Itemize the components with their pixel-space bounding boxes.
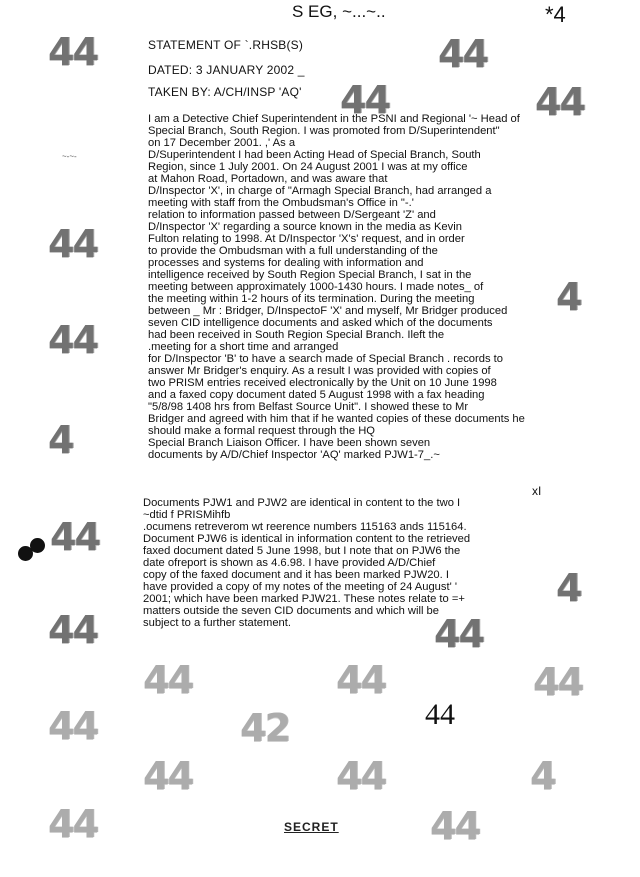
page-number-mark: *4 xyxy=(545,2,566,27)
margin-44-mark: 44 xyxy=(143,754,192,798)
margin-44-mark: 44 xyxy=(438,32,487,76)
body-line: intelligence received by South Region Special Branch, I sat in the xyxy=(148,269,472,281)
statement-body xyxy=(148,113,525,461)
body-line: .ocumens retreverom wt reerence numbers 115163 ands 115164. xyxy=(143,521,467,533)
body-line: Fulton relating to 1998. At D/Inspector 'X's' request, and in order xyxy=(148,233,465,245)
margin-44-mark: 44 xyxy=(533,660,582,704)
large-44-mark: 44 xyxy=(425,698,455,731)
body-line: answer Mr Bridger's enquiry. As a result I was provided with copies of xyxy=(148,365,491,377)
body-line: copy of the faxed document and it has been marked PJW20. I xyxy=(143,569,449,581)
margin-44-mark: 44 xyxy=(434,612,483,656)
body-line: I am a Detective Chief Superintendent in the PSNI and Regional '~ Head of xyxy=(148,113,520,125)
margin-4-mark: 4 xyxy=(48,418,73,462)
margin-4-mark: 4 xyxy=(530,754,555,798)
body-line: "5/8/98 1408 hrs from Belfast Source Unit". I showed these to Mr xyxy=(148,401,469,413)
body-line: subject to a further statement. xyxy=(143,617,291,629)
margin-44-mark: 44 xyxy=(336,754,385,798)
body-line: and a faxed copy document dated 5 August 1998 with a fax heading xyxy=(148,389,485,401)
margin-44-mark: 44 xyxy=(340,78,389,122)
margin-44-mark: 44 xyxy=(48,704,97,748)
bottom-secret-smudge: SECRET xyxy=(284,820,339,834)
body-line: 2001; which have been marked PJW21. These notes relate to =+ xyxy=(143,593,465,605)
margin-4-mark: 4 xyxy=(556,275,581,319)
body-line: should make a formal request through the HQ xyxy=(148,425,375,437)
body-line: Document PJW6 is identical in information content to the retrieved xyxy=(143,533,471,545)
xi-mark: xI xyxy=(532,484,542,498)
margin-44-mark: 44 xyxy=(48,802,97,846)
body-line: Special Branch, South Region. I was promoted from D/Superintendent" xyxy=(148,125,500,137)
margin-44-mark: 44 xyxy=(143,658,192,702)
margin-44-mark: 44 xyxy=(535,80,584,124)
body-line: relation to information passed between D/Sergeant 'Z' and xyxy=(148,209,436,221)
statement-date: DATED: 3 JANUARY 2002 _ xyxy=(148,63,305,77)
body-line: meeting with staff from the Ombudsman's Office in "-.' xyxy=(148,197,414,209)
body-line: D/Superintendent I had been Acting Head of Special Branch, South xyxy=(148,149,481,161)
margin-44-mark: 44 xyxy=(50,515,99,559)
body-line: matters outside the seven CID documents and which will be xyxy=(143,605,439,617)
statement-second-block xyxy=(143,497,470,629)
body-line: at Mahon Road, Portadown, and was aware that xyxy=(148,173,388,185)
body-line: Bridger and agreed with him that if he wanted copies of these documents he xyxy=(148,413,525,425)
body-line: had been received in South Region Special Branch. Ileft the xyxy=(148,329,445,341)
body-line: .meeting for a short time and arranged xyxy=(148,341,339,353)
margin-44-mark: 44 xyxy=(336,658,385,702)
tiny-margin-mark: ~-~- xyxy=(62,152,77,161)
margin-44-mark: 44 xyxy=(430,804,479,848)
margin-4-mark: 4 xyxy=(556,566,581,610)
top-handwritten-mark: S EG, ~...~.. xyxy=(292,2,386,21)
body-line: between _ Mr : Bridger, D/InspectoF 'X' and myself, Mr Bridger produced xyxy=(148,305,508,317)
body-line: processes and systems for dealing with information and xyxy=(148,257,424,269)
margin-42-mark: 42 xyxy=(240,706,289,750)
body-line: meeting between approximately 1000-1430 hours. I made notes_ of xyxy=(148,281,484,293)
body-line: the meeting within 1-2 hours of its termination. During the meeting xyxy=(148,293,475,305)
body-line: faxed document dated 5 June 1998, but I note that on PJW6 the xyxy=(143,545,461,557)
body-line: seven CID intelligence documents and asked which of the documents xyxy=(148,317,493,329)
punch-hole-dot xyxy=(30,538,45,553)
margin-44-mark: 44 xyxy=(48,608,97,652)
body-line: Region, since 1 July 2001. On 24 August 2001 I was at my office xyxy=(148,161,468,173)
statement-title: STATEMENT OF `.RHSB(S) xyxy=(148,38,304,52)
margin-44-mark: 44 xyxy=(48,222,97,266)
margin-44-mark: 44 xyxy=(48,30,97,74)
body-line: for D/Inspector 'B' to have a search made of Special Branch . records to xyxy=(148,353,503,365)
body-line: documents by A/D/Chief Inspector 'AQ' marked PJW1-7_.~ xyxy=(148,449,440,461)
body-line: two PRISM entries received electronically by the Unit on 10 June 1998 xyxy=(148,377,497,389)
body-line: Special Branch Liaison Officer. I have been shown seven xyxy=(148,437,431,449)
body-line: have provided a copy of my notes of the meeting of 24 August' ' xyxy=(143,581,457,593)
body-line: to provide the Ombudsman with a full understanding of the xyxy=(148,245,438,257)
body-line: Documents PJW1 and PJW2 are identical in content to the two I xyxy=(143,497,461,509)
body-line: ~dtid f PRISMihfb xyxy=(143,509,231,521)
margin-44-mark: 44 xyxy=(48,318,97,362)
body-line: date ofreport is shown as 4.6.98. I have provided A/D/Chief xyxy=(143,557,436,569)
body-line: on 17 December 2001. ,' As a xyxy=(148,137,296,149)
body-line: D/Inspector 'X' regarding a source known in the media as Kevin xyxy=(148,221,462,233)
taken-by: TAKEN BY: A/CH/INSP 'AQ' xyxy=(148,85,302,99)
body-line: D/Inspector 'X', in charge of "Armagh Special Branch, had arranged a xyxy=(148,185,492,197)
